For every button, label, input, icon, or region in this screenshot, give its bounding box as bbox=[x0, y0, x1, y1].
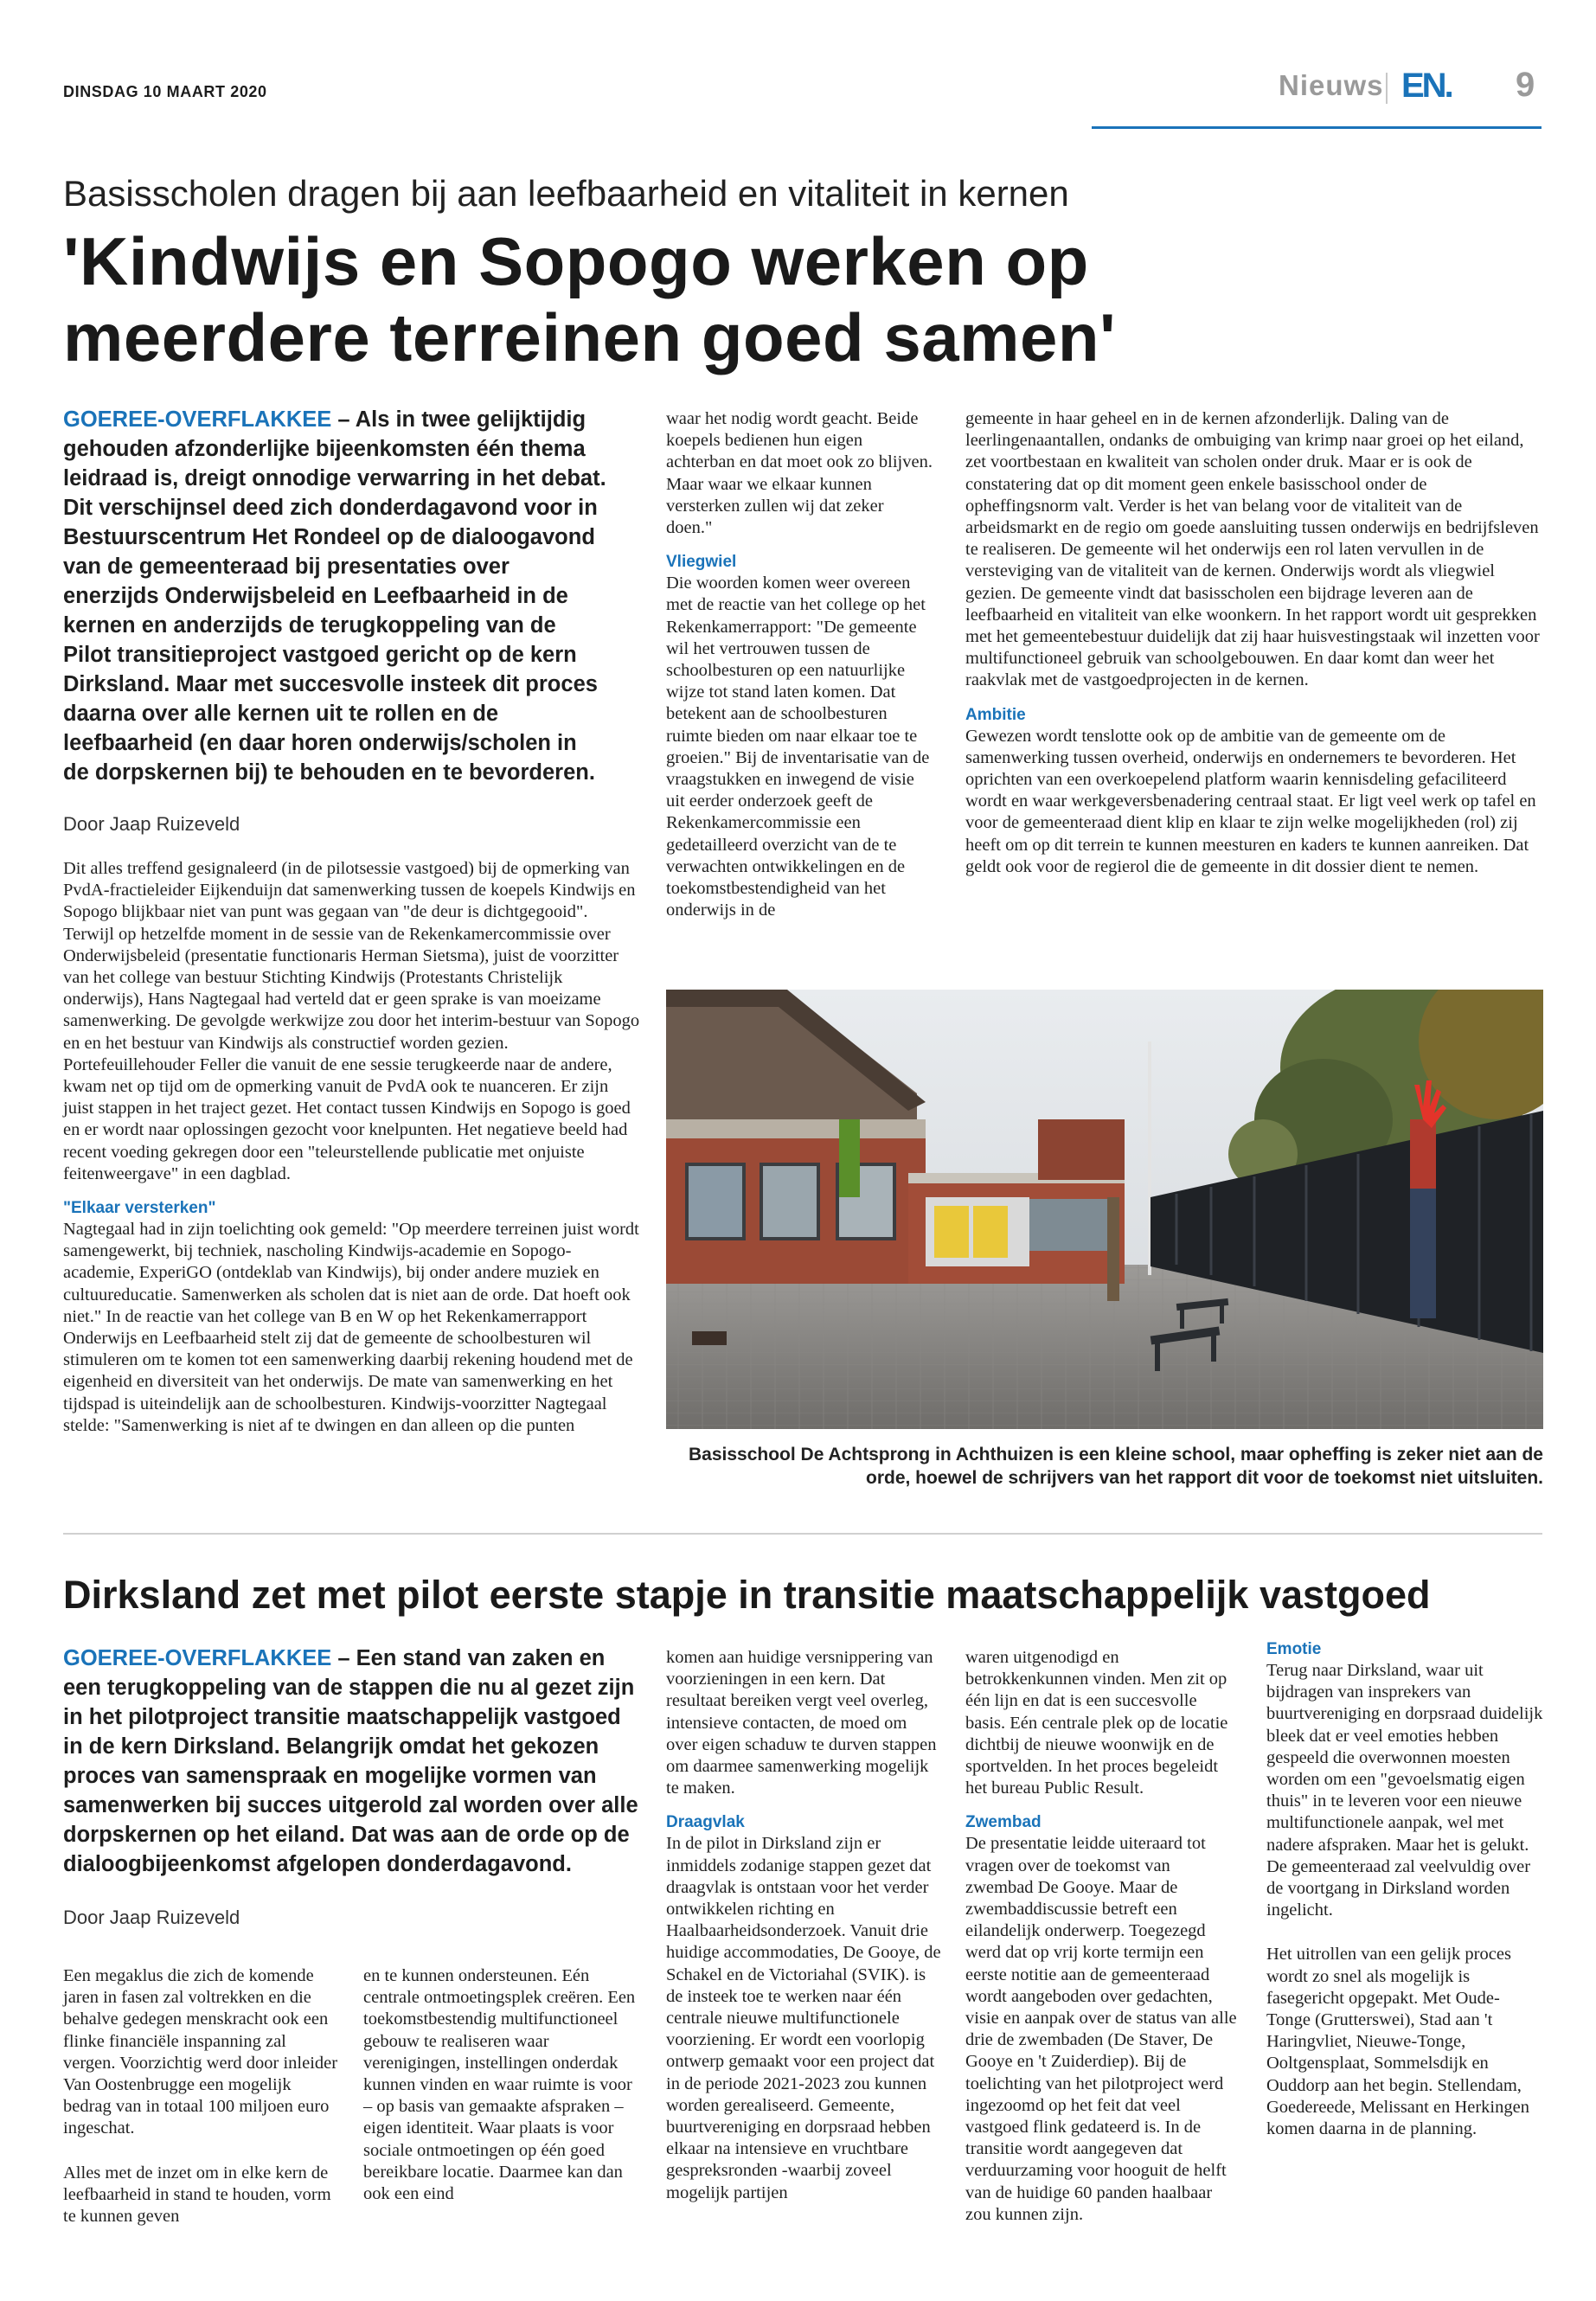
article1-kicker: Basisscholen dragen bij aan leefbaarheid en vitaliteit in kernen bbox=[63, 173, 1069, 214]
article2-col1a-paragraph-1: Een megaklus die zich de komende jaren in fasen zal voltrekken en die behalve gedegen menskracht ook een flinke financiële inspanning zal vergen. Voorzichtig werd door inleider Van Oostenbrugge een mogelijk bedrag van in totaal 100 miljoen euro ingeschat. bbox=[63, 1966, 338, 2138]
article1-headline bbox=[63, 223, 1542, 375]
article2-subhead-emotie: Emotie bbox=[1266, 1640, 1322, 1658]
article2-subhead-zwembad: Zwembad bbox=[965, 1813, 1042, 1832]
issue-date: DINSDAG 10 MAART 2020 bbox=[63, 83, 267, 100]
article1-headline-line2: meerdere terreinen goed samen' bbox=[63, 299, 1117, 375]
article2-col1a-paragraph-2: Alles met de inzet om in elke kern de leefbaarheid in stand te houden, vorm te kunnen geven bbox=[63, 2163, 331, 2227]
header-separator bbox=[1386, 73, 1388, 104]
article1-column-2 bbox=[666, 408, 933, 921]
school-photo-image bbox=[666, 990, 1543, 1429]
article1-subhead-vliegwiel: Vliegwiel bbox=[666, 553, 737, 572]
school-photo bbox=[666, 990, 1543, 1429]
article1-column-1 bbox=[63, 858, 641, 1437]
article2-col1b-paragraph-1: en te kunnen ondersteunen. Eén centrale ontmoetingsplek creëren. Een toekomstbestendig multifunctioneel gebouw te realiseren waar verenigingen, instellingen onderdak kunnen vinden en waar ruimte is voor – op basis van gemaakte afspraken – eigen identiteit. Waar plaats is voor sociale ontmoetingen op één goed bereikbare locatie. Daarmee kan dan ook een eind bbox=[363, 1966, 636, 2204]
article2-col4-paragraph-2: Het uitrollen van een gelijk proces wordt zo snel als mogelijk is fasegericht opgepakt. Met Oude-Tonge (Grutterswei), Stad aan 't Haringvliet, Nieuwe-Tonge, Ooltgensplaat, Sommelsdijk en Ouddorp aan het begin. Stellendam, Goedereede, Melissant en Herkingen komen daarna in de planning. bbox=[1266, 1945, 1529, 2139]
article2-headline: Dirksland zet met pilot eerste stapje in transitie maatschappelijk vastgoed bbox=[63, 1573, 1431, 1617]
article2-col2-paragraph-2: In de pilot in Dirksland zijn er inmiddels zodanige stappen gezet dat draagvlak is ontstaan voor het verder ontwikkelen richting en Haalbaarheidsonderzoek. Vanuit drie huidige accommodaties, De Gooye, de Schakel en de Victoriahal (SVIK). is de insteek toe te werken naar één centrale nieuwe multifunctionele voorziening. Er wordt een voorlopig ontwerp gemaakt voor een project dat in de periode 2021-2023 zou kunnen worden gerealiseerd. Gemeente, buurtvereniging en dorpsraad hebben elkaar na intensieve en vruchtbare gespreksronden -waarbij zoveel mogelijk partijen bbox=[666, 1834, 941, 2202]
article1-col3-paragraph-2: Gewezen wordt tenslotte ook op de ambitie van de gemeente om de samenwerking tussen overheid, onderwijs en ondernemers te bevorderen. Het oprichten van een overkoepelend platform waarin kennisdeling gefaciliteerd wordt en waar werkgeversbenadering centraal staat. Er ligt veel werk op tafel en voor de gemeenteraad dient klip en klaar te zijn welke mogelijkheden (rol) zij heeft om op dit terrein te kunnen meesturen en kaders te kunnen aanreiken. Dat geldt ook voor de regierol die de gemeente in dit dossier dient te nemen. bbox=[965, 726, 1536, 876]
article1-headline-line1: 'Kindwijs en Sopogo werken op bbox=[63, 223, 1089, 299]
article1-subhead-elkaar-versterken: "Elkaar versterken" bbox=[63, 1199, 216, 1218]
photo-caption: Basisschool De Achtsprong in Achthuizen is een kleine school, maar opheffing is zeker niet aan de orde, hoewel de schrijvers van het rapport dit voor de toekomst niet uitsluiten. bbox=[688, 1445, 1543, 1488]
article2-col4-paragraph-1: Terug naar Dirksland, waar uit bijdragen van insprekers van buurtvereniging en dorpsraad duidelijk bleek dat er veel emoties hebben gespeeld die overwonnen moesten worden om een "gevoelsmatig eigen thuis" in te leveren voor een nieuwe multifunctionele aanpak, wel met nadere afspraken. Maar het is gelukt. De gemeenteraad zal veelvuldig over de voortgang in Dirksland worden ingelicht. bbox=[1266, 1661, 1543, 1920]
article1-col2-paragraph-1: waar het nodig wordt geacht. Beide koepels bedienen hun eigen achterban en dat moet ook zo blijven. Maar waar we elkaar kunnen versterken zullen wij dat zeker doen." bbox=[666, 409, 933, 538]
article1-col1-paragraph-1: Dit alles treffend gesignaleerd (in de pilotsessie vastgoed) bij de opmerking van PvdA-fractieleider Eijkenduijn dat samenwerking tussen de koepels Kindwijs en Sopogo blijkbaar niet van punt was gegaan van "de deur is dichtgegooid". Terwijl op hetzelfde moment in de sessie van de Rekenkamercommissie over Onderwijsbeleid (presentatie functionaris Herman Sietsma), juist de voorzitter van het college van bestuur Stichting Kindwijs (Protestants Christelijk onderwijs), Hans Nagtegaal had verteld dat er geen sprake is van moeizame samenwerking. De gevolgde werkwijze zou door het interim-bestuur van Sopogo en en het bestuur van Kindwijs als constructief worden gezien. Portefeuillehouder Feller die vanuit de ene sessie terugkeerde naar de andere, kwam net op tijd om de opmerking vanuit de PvdA ook te nuanceren. Er zijn juist stappen in het traject gezet. Het contact tussen Kindwijs en Sopogo is goed en er wordt naar oplossingen gezocht voor knelpunten. Het negatieve beeld had recent voeding gekregen door een "teleurstellende publicatie met onjuiste feitenweergave" in een dagblad. bbox=[63, 859, 640, 1183]
article2-col3-paragraph-2: De presentatie leidde uiteraard tot vragen over de toekomst van zwembad De Gooye. Maar de zwembaddiscussie betreft een eilandelijk onderwerp. Toegezegd werd dat op vrij korte termijn een eerste notitie aan de gemeenteraad wordt aangeboden over gedachten, visie en aanpak over de status van alle drie de zwembaden (De Staver, De Gooye en 't Zuiderdiep). Bij de toelichting van het pilotproject werd ingezoomd op het feit dat veel vastgoed flink gedateerd is. In de transitie wordt aangegeven dat verduurzaming voor hooguit de helft van de huidige 60 panden haalbaar zou kunnen zijn. bbox=[965, 1834, 1237, 2224]
article1-lead-text: – Als in twee gelijktijdig gehouden afzonderlijke bijeenkomsten één thema leidraad is, dreigt onnodige verwarring in het debat. Dit verschijnsel deed zich donderdagavond voor in Bestuurscentrum Het Rondeel op de dialoogavond van de gemeenteraad bij presentaties over enerzijds Onderwijsbeleid en Leefbaarheid in de kernen en anderzijds de terugkoppeling van de Pilot transitieproject vastgoed gericht op de kern Dirksland. Maar met succesvolle insteek dit proces daarna over alle kernen uit te rollen en de leefbaarheid (en daar horen onderwijs/scholen in de dorpskernen bij) te behouden en te bevorderen. bbox=[63, 407, 606, 785]
article1-subhead-ambitie: Ambitie bbox=[965, 705, 1026, 724]
article2-column-4 bbox=[1266, 1638, 1543, 2140]
article1-lead-place: GOEREE-OVERFLAKKEE bbox=[63, 407, 332, 432]
article1-column-3 bbox=[965, 408, 1543, 878]
header-rule bbox=[1092, 126, 1542, 129]
article2-column-2 bbox=[666, 1647, 941, 2204]
article1-byline: Door Jaap Ruizeveld bbox=[63, 813, 240, 835]
article2-lead-place: GOEREE-OVERFLAKKEE bbox=[63, 1646, 332, 1670]
article2-col2-paragraph-1: komen aan huidige versnippering van voorzieningen in een kern. Dat resultaat bereiken vergt veel overleg, intensieve contacten, de moed om over eigen schaduw te durven stappen om daarmee samenwerking mogelijk te maken. bbox=[666, 1648, 937, 1798]
section-label[interactable]: Nieuws bbox=[1279, 69, 1384, 101]
article1-col1-paragraph-2: Nagtegaal had in zijn toelichting ook gemeld: "Op meerdere terreinen juist wordt samengewerkt, bij techniek, nascholing Kindwijs-academie en Sopogo-academie, ExperiGO (ontdeklab van Kindwijs), bij onder andere muziek en cultuureducatie. Samenwerken als scholen dat is niet aan de orde. Dat hoeft ook niet." In de reactie van het college van B en W op het Rekenkamerrapport Onderwijs en Leefbaarheid stelt zij dat de gemeente de schoolbesturen wil stimuleren om te komen tot een samenwerking daarbij rekening houdend met de eigenheid en diversiteit van het onderwijs. De mate van samenwerking en het tijdspad is uiteindelijk aan de schoolbesturen. Kindwijs-voorzitter Nagtegaal stelde: "Samenwerking is niet af te dwingen en dan alleen op die punten bbox=[63, 1220, 639, 1435]
article2-column-1a bbox=[63, 1965, 342, 2227]
article-divider bbox=[63, 1533, 1542, 1535]
article1-lead bbox=[63, 405, 608, 787]
article2-byline: Door Jaap Ruizeveld bbox=[63, 1907, 240, 1928]
page-number: 9 bbox=[1516, 66, 1535, 104]
article2-column-3 bbox=[965, 1647, 1240, 2226]
article2-col3-paragraph-1: waren uitgenodigd en betrokkenkunnen vinden. Men zit op één lijn en dat is een succesvolle basis. Eén centrale plek op de locatie dichtbij de nieuwe woonwijk en de sportvelden. In het proces begeleidt het bureau Public Result. bbox=[965, 1648, 1228, 1798]
article2-column-1b bbox=[363, 1965, 642, 2205]
article1-col3-paragraph-1: gemeente in haar geheel en in de kernen afzonderlijk. Daling van de leerlingenaantallen, ondanks de ombuiging van krimp naar groei op het eiland, zet voortbestaan en kwaliteit van scholen onder druk. Maar er is ook de constatering dat op dit moment geen enkele basisschool onder de opheffingsnorm valt. Verder is het van belang voor de vitaliteit van de arbeidsmarkt en de regio om goede aansluiting tussen onderwijs en bedrijfsleven te realiseren. De gemeente wil het onderwijs een rol laten vervullen in de versteviging van de vitaliteit van de kernen. Onderwijs wordt als vliegwiel gezien. De gemeente vindt dat basisscholen een bijdrage leveren aan de leefbaarheid en vitaliteit van elke woonkern. In het rapport wordt uit gesprekken met het gemeentebestuur duidelijk dat zij haar huisvestingstaak wil inzetten voor multifunctioneel gebruik van schoolgebouwen. En daar komt dan weer het raakvlak met de vastgoedprojecten in de kernen. bbox=[965, 409, 1540, 690]
article2-subhead-draagvlak: Draagvlak bbox=[666, 1813, 745, 1832]
article2-lead-text: – Een stand van zaken en een terugkoppeling van de stappen die nu al gezet zijn in het pilotproject transitie maatschappelijk vastgoed in de kern Dirksland. Belangrijk omdat het gekozen proces van samenspraak en mogelijke vormen van samenwerken bij succes uitgerold zal worden over alle dorpskernen op het eiland. Dat was aan de orde op de dialoogbijeenkomst afgelopen donderdagavond. bbox=[63, 1646, 638, 1876]
article2-lead bbox=[63, 1644, 641, 1879]
en-logo[interactable]: EN. bbox=[1401, 67, 1452, 105]
article1-col2-paragraph-2: Die woorden komen weer overeen met de reactie van het college op het Rekenkamerrapport: "De gemeente wil het vertrouwen tussen de schoolbesturen op een natuurlijke wijze tot stand laten komen. Dat betekent aan de schoolbesturen ruimte bieden om naar elkaar toe te groeien." Bij de inventarisatie van de vraagstukken en inwegend de visie uit eerder onderzoek geeft de Rekenkamercommissie een gedetailleerd overzicht van de te verwachten ontwikkelingen en de toekomstbestendigheid van het onderwijs in de bbox=[666, 574, 930, 920]
